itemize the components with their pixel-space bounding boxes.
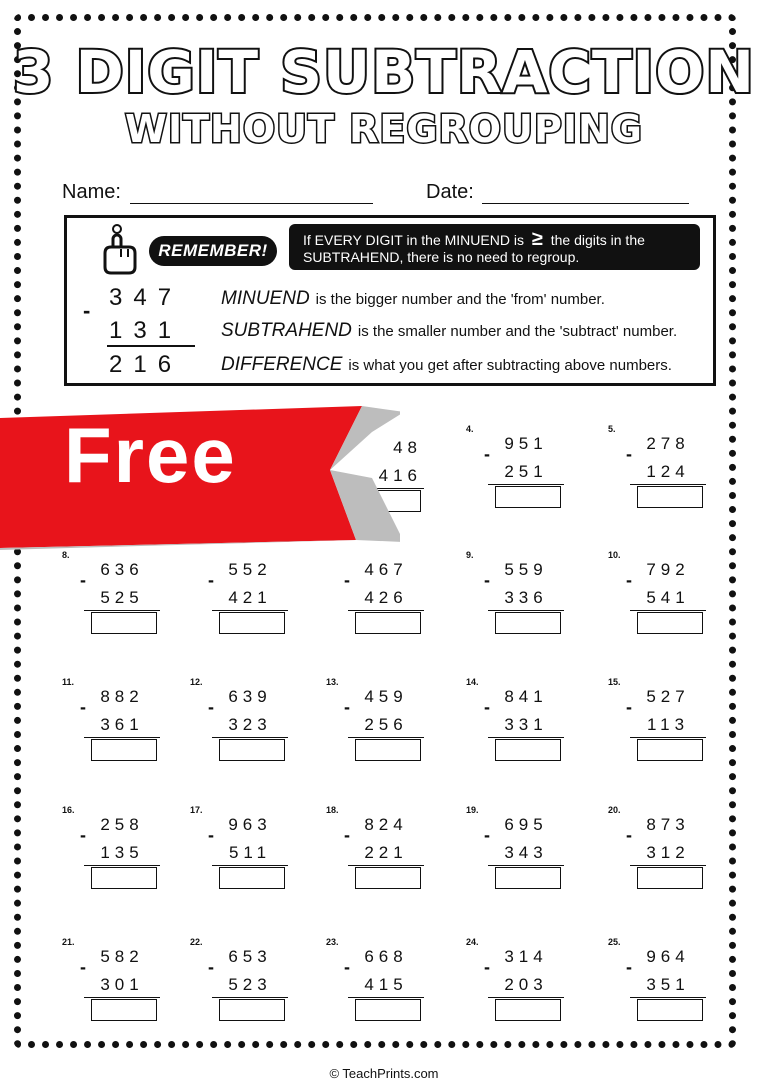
problem-index: 10.: [608, 550, 621, 560]
problem-subtrahend: 523: [228, 975, 272, 994]
problem-line: [488, 997, 564, 998]
free-text: Free: [64, 411, 237, 499]
problem-item: [608, 550, 728, 662]
minus-sign: -: [344, 825, 350, 845]
problem-minuend: 841: [504, 687, 548, 706]
problem-minuend: 639: [228, 687, 272, 706]
problem-item: [466, 937, 586, 1049]
pointing-hand-icon: [99, 223, 141, 277]
problem-index: 21.: [62, 937, 75, 947]
problem-item: [466, 677, 586, 789]
answer-box[interactable]: [91, 739, 157, 761]
minus-sign: -: [80, 697, 86, 717]
problem-minuend: 963: [228, 815, 272, 834]
problem-item: [326, 550, 446, 662]
answer-box[interactable]: [91, 867, 157, 889]
problem-index: 16.: [62, 805, 75, 815]
sample-difference: 216: [109, 351, 183, 378]
problem-line: [84, 997, 160, 998]
problem-index: 5.: [608, 424, 616, 434]
minus-sign: -: [208, 957, 214, 977]
problem-subtrahend: 525: [100, 588, 144, 607]
problem-subtrahend: 421: [228, 588, 272, 607]
problem-line: [84, 737, 160, 738]
minus-sign: -: [484, 570, 490, 590]
problem-subtrahend: 124: [646, 462, 690, 481]
problem-index: 17.: [190, 805, 203, 815]
problem-subtrahend: 336: [504, 588, 548, 607]
answer-box[interactable]: [355, 867, 421, 889]
problem-minuend: 258: [100, 815, 144, 834]
problem-minuend: 873: [646, 815, 690, 834]
problem-item: [608, 805, 728, 917]
rule-text-b: the digits in the: [550, 232, 645, 248]
sample-line: [107, 345, 195, 347]
problem-item: [466, 550, 586, 662]
name-line[interactable]: [130, 203, 373, 204]
copyright-footer: © TeachPrints.com: [329, 1066, 439, 1081]
problem-subtrahend: 221: [364, 843, 408, 862]
minus-sign: -: [484, 697, 490, 717]
problem-subtrahend: 541: [646, 588, 690, 607]
date-line[interactable]: [482, 203, 689, 204]
answer-box[interactable]: [219, 999, 285, 1021]
problem-subtrahend: 323: [228, 715, 272, 734]
problem-subtrahend: 426: [364, 588, 408, 607]
answer-box[interactable]: [637, 999, 703, 1021]
problem-subtrahend: 361: [100, 715, 144, 734]
problem-minuend: 653: [228, 947, 272, 966]
problem-index: 25.: [608, 937, 621, 947]
answer-box[interactable]: [495, 739, 561, 761]
problem-index: 15.: [608, 677, 621, 687]
problem-item: [62, 937, 182, 1049]
problem-minuend: 559: [504, 560, 548, 579]
answer-box[interactable]: [637, 867, 703, 889]
problem-index: 14.: [466, 677, 479, 687]
answer-box[interactable]: [495, 612, 561, 634]
minus-sign: -: [208, 825, 214, 845]
problem-item: [608, 937, 728, 1049]
rule-text-line2: SUBTRAHEND, there is no need to regroup.: [303, 249, 580, 265]
problem-line: [212, 997, 288, 998]
answer-box[interactable]: [495, 999, 561, 1021]
problem-minuend: 951: [504, 434, 548, 453]
answer-box[interactable]: [495, 867, 561, 889]
problem-minuend: 582: [100, 947, 144, 966]
problem-index: 11.: [62, 677, 75, 687]
problem-line: [488, 737, 564, 738]
minus-sign: -: [80, 825, 86, 845]
problem-line: [488, 610, 564, 611]
problem-subtrahend: 113: [646, 715, 690, 734]
minus-sign: -: [344, 570, 350, 590]
problem-minuend: 467: [364, 560, 408, 579]
problem-minuend: 552: [228, 560, 272, 579]
answer-box[interactable]: [637, 612, 703, 634]
problem-line: [348, 737, 424, 738]
minus-sign: -: [626, 444, 632, 464]
sample-minus-sign: -: [83, 298, 91, 323]
greater-equal-symbol: ≥: [531, 228, 543, 250]
problem-index: 22.: [190, 937, 203, 947]
problem-minuend: 792: [646, 560, 690, 579]
problem-subtrahend: 312: [646, 843, 690, 862]
problem-item: [190, 677, 310, 789]
problem-line: [630, 865, 706, 866]
remember-box: [64, 215, 716, 386]
problem-line: [630, 610, 706, 611]
problem-line: [84, 865, 160, 866]
problem-item: [62, 805, 182, 917]
problem-line: [630, 484, 706, 485]
problem-subtrahend: 301: [100, 975, 144, 994]
rule-box: [289, 224, 700, 270]
minus-sign: -: [484, 825, 490, 845]
problem-minuend: 964: [646, 947, 690, 966]
problem-minuend: 824: [364, 815, 408, 834]
problem-item: [326, 805, 446, 917]
problem-subtrahend: 256: [364, 715, 408, 734]
problem-minuend: 527: [646, 687, 690, 706]
problem-subtrahend: 415: [364, 975, 408, 994]
problem-line: [84, 610, 160, 611]
problem-item: [62, 550, 182, 662]
term-subtrahend: SUBTRAHEND is the smaller number and the 'subtract' number.: [221, 320, 678, 341]
problem-partial: 48 416: [326, 428, 446, 540]
minus-sign: -: [208, 570, 214, 590]
remember-badge: REMEMBER!: [149, 236, 277, 266]
minus-sign: -: [626, 697, 632, 717]
problem-minuend: 314: [504, 947, 548, 966]
answer-box[interactable]: [91, 612, 157, 634]
minus-sign: -: [344, 957, 350, 977]
problem-item: [190, 550, 310, 662]
answer-box[interactable]: [355, 999, 421, 1021]
problem-item: [62, 677, 182, 789]
minus-sign: -: [344, 697, 350, 717]
problem-line: [348, 997, 424, 998]
problem-subtrahend: 203: [504, 975, 548, 994]
answer-box[interactable]: [219, 612, 285, 634]
problem-item: [190, 937, 310, 1049]
answer-box[interactable]: [637, 486, 703, 508]
minus-sign: -: [484, 444, 490, 464]
problem-minuend: 882: [100, 687, 144, 706]
problem-item: [608, 677, 728, 789]
problem-subtrahend: 343: [504, 843, 548, 862]
problem-index: 8.: [62, 550, 70, 560]
answer-box[interactable]: [219, 739, 285, 761]
answer-box[interactable]: [219, 867, 285, 889]
problem-line: [212, 737, 288, 738]
problem-minuend: 668: [364, 947, 408, 966]
name-label: Name:: [62, 181, 121, 203]
problem-subtrahend: 331: [504, 715, 548, 734]
minus-sign: -: [626, 825, 632, 845]
rule-text-a: If EVERY DIGIT in the MINUEND is: [303, 232, 524, 248]
problem-index: 4.: [466, 424, 474, 434]
date-label: Date:: [426, 181, 474, 203]
sample-subtrahend: 131: [109, 317, 183, 344]
term-minuend: MINUEND is the bigger number and the 'from' number.: [221, 288, 605, 309]
problem-index: 23.: [326, 937, 339, 947]
problem-line: [212, 865, 288, 866]
minus-sign: -: [208, 697, 214, 717]
problem-index: 18.: [326, 805, 339, 815]
problem-item: [466, 805, 586, 917]
problem-line: [348, 610, 424, 611]
problem-index: 24.: [466, 937, 479, 947]
problem-index: 20.: [608, 805, 621, 815]
problem-item: [326, 937, 446, 1049]
sample-minuend: 347: [109, 284, 183, 311]
problem-index: 12.: [190, 677, 203, 687]
minus-sign: -: [80, 957, 86, 977]
worksheet-title: 3 DIGIT SUBTRACTION: [13, 38, 755, 106]
problem-index: 9.: [466, 550, 474, 560]
answer-box[interactable]: [355, 612, 421, 634]
minus-sign: -: [484, 957, 490, 977]
problem-minuend: 278: [646, 434, 690, 453]
problem-index: 19.: [466, 805, 479, 815]
problem-line: [348, 865, 424, 866]
problem-subtrahend: 351: [646, 975, 690, 994]
problem-minuend: 459: [364, 687, 408, 706]
problem-index: 13.: [326, 677, 339, 687]
answer-box[interactable]: [495, 486, 561, 508]
answer-box[interactable]: [91, 999, 157, 1021]
problem-subtrahend: 135: [100, 843, 144, 862]
problem-line: [630, 997, 706, 998]
worksheet-subtitle: WITHOUT REGROUPING: [125, 107, 643, 151]
minus-sign: -: [80, 570, 86, 590]
problem-item: [326, 677, 446, 789]
problem-line: [212, 610, 288, 611]
answer-box[interactable]: [637, 739, 703, 761]
problem-line: [630, 737, 706, 738]
problem-minuend: 695: [504, 815, 548, 834]
problem-subtrahend: 251: [504, 462, 548, 481]
term-difference: DIFFERENCE is what you get after subtracting above numbers.: [221, 354, 672, 375]
answer-box[interactable]: [355, 739, 421, 761]
problem-line: [488, 484, 564, 485]
problem-item: [466, 424, 586, 536]
problem-line: [488, 865, 564, 866]
problem-subtrahend: 511: [228, 843, 272, 862]
minus-sign: -: [626, 957, 632, 977]
minus-sign: -: [626, 570, 632, 590]
problem-minuend: 636: [100, 560, 144, 579]
problem-item: [608, 424, 728, 536]
problem-item: [190, 805, 310, 917]
